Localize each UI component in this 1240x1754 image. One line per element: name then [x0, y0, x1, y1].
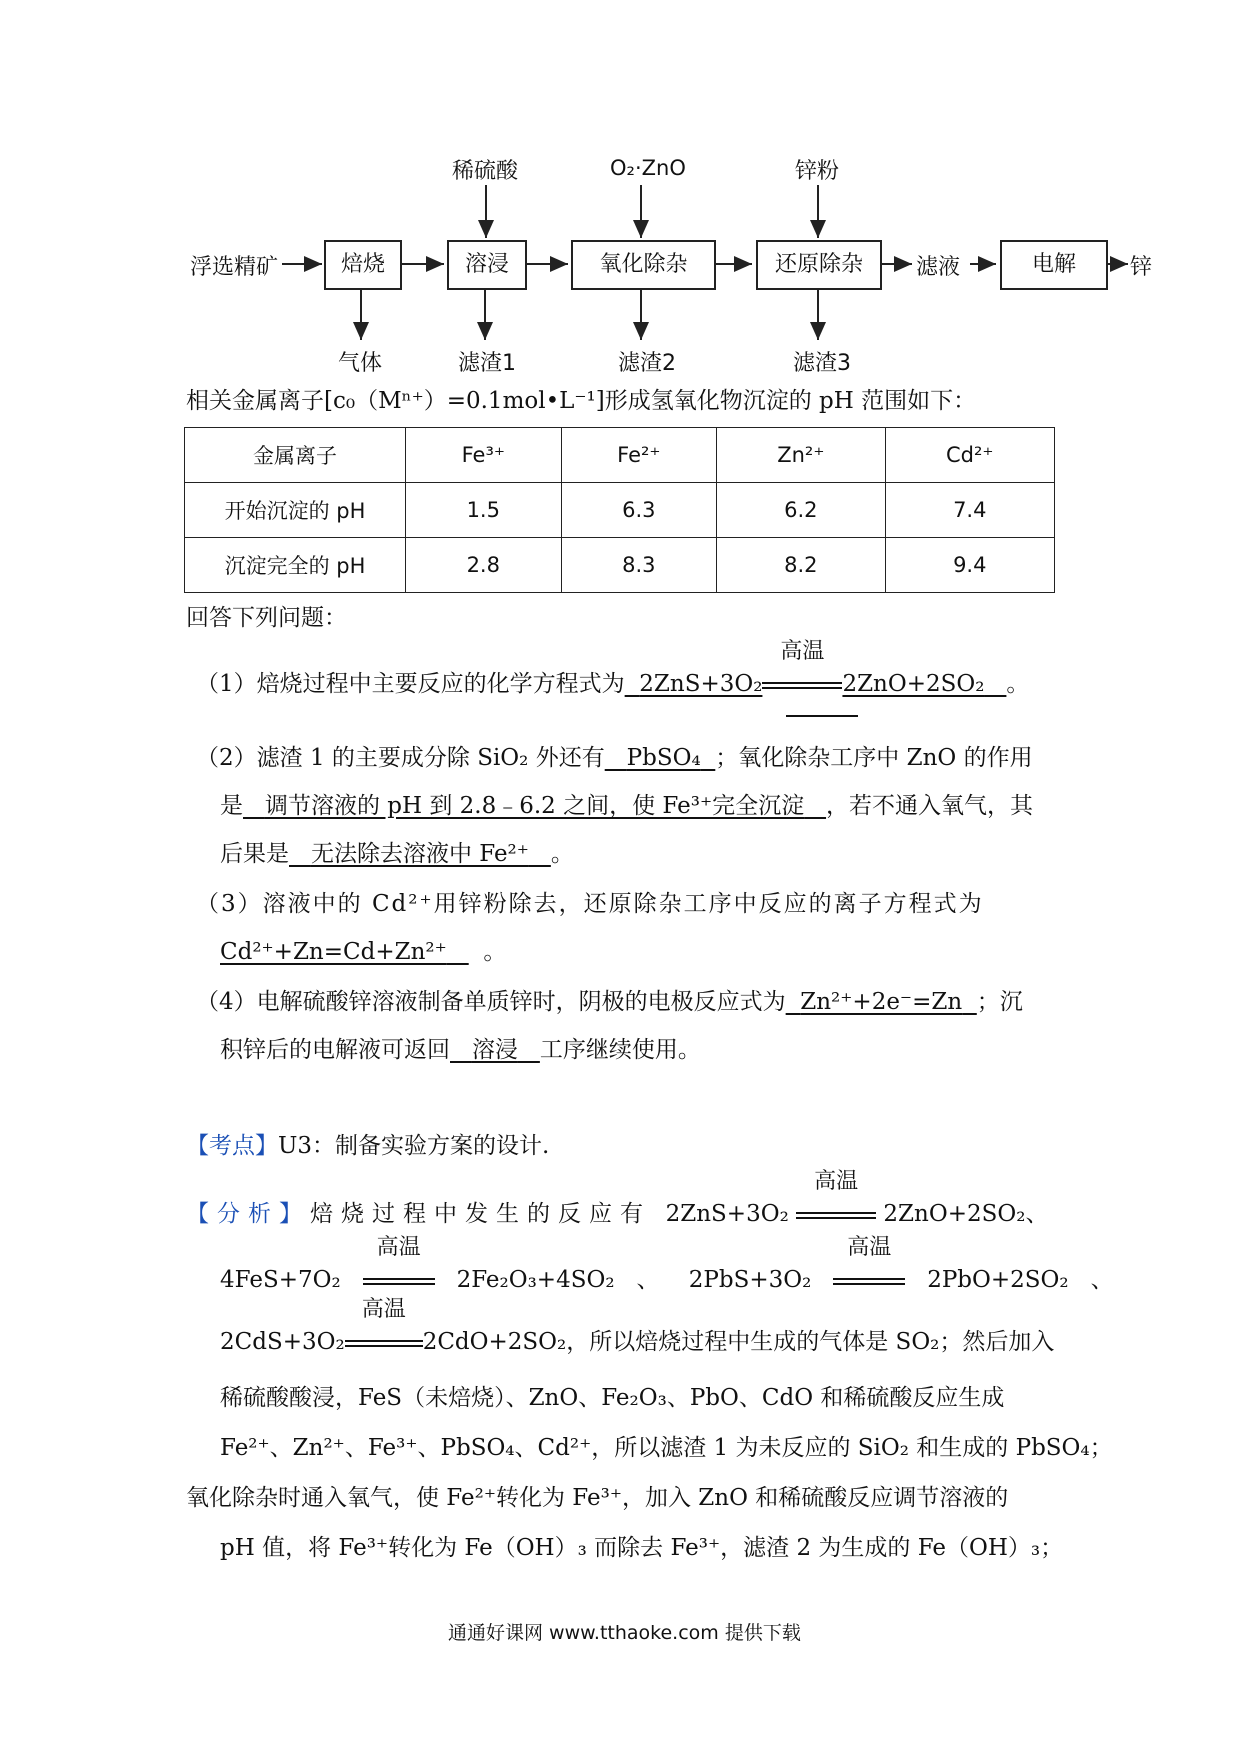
q1-condition-label: 高温 [780, 639, 825, 664]
flow-output-residue2: 滤渣2 [618, 351, 676, 376]
fenxi-sep: 、 [636, 1267, 660, 1293]
fenxi-tag: 【分析】 [186, 1201, 310, 1227]
flow-input-acid: 稀硫酸 [452, 159, 519, 184]
table-cell: 6.3 [561, 483, 717, 538]
q2-answer-3: 无法除去溶液中 Fe²⁺ [310, 841, 529, 867]
flow-output-residue3: 滤渣3 [793, 351, 851, 376]
q1-end: 。 [1006, 671, 1030, 697]
fenxi-sep2: 、 [1090, 1267, 1114, 1293]
fenxi-reaction3-right: 2PbO+2SO₂ [927, 1267, 1069, 1293]
fenxi-line3 [220, 1297, 1055, 1362]
table-row [185, 483, 1055, 538]
q2-text-f: 。 [550, 841, 574, 867]
q1-condition [762, 639, 842, 704]
question-2-line1 [196, 738, 1033, 778]
q1-reactants: 2ZnS+3O₂ [639, 671, 763, 697]
ph-table [184, 427, 1055, 593]
flow-step-reduction: 还原除杂 [756, 240, 882, 290]
fenxi-reaction4-right: 2CdO+2SO₂，所以焙烧过程中生成的气体是 SO₂；然后加入 [422, 1329, 1055, 1355]
flow-output-gas: 气体 [338, 351, 383, 376]
table-header-cell: Fe³⁺ [406, 428, 562, 483]
table-header-cell: Fe²⁺ [561, 428, 717, 483]
table-header-cell: Cd²⁺ [885, 428, 1054, 483]
flow-arrows [0, 0, 1240, 380]
fenxi-reaction3-left: 2PbS+3O₂ [688, 1267, 812, 1293]
table-row [185, 538, 1055, 593]
q3-end: 。 [483, 939, 507, 965]
table-cell: 7.4 [885, 483, 1054, 538]
question-2-line2 [220, 786, 1033, 826]
q1-text: （1）焙烧过程中主要反应的化学方程式为 [196, 671, 625, 697]
q1-products: 2ZnO+2SO₂ [842, 671, 985, 697]
q4-answer-1: Zn²⁺+2e⁻=Zn [800, 989, 963, 1015]
q4-text-d: 工序继续使用。 [539, 1037, 701, 1063]
fenxi-line7: pH 值，将 Fe³⁺转化为 Fe（OH）₃ 而除去 Fe³⁺，滤渣 2 为生成的 Fe（OH）₃； [220, 1535, 1064, 1561]
q1-answer [625, 639, 1007, 697]
kaodian-text: U3：制备实验方案的设计. [278, 1133, 550, 1159]
q2-text-d: ，若不通入氧气，其 [826, 793, 1034, 819]
q4-answer-2: 溶浸 [471, 1037, 518, 1063]
q2-answer-1: PbSO₄ [626, 745, 701, 771]
fenxi-text-1: 焙烧过程中发生的反应有 [310, 1201, 651, 1227]
fenxi-line1 [186, 1169, 1049, 1234]
flow-filtrate-label: 滤液 [916, 255, 961, 280]
kaodian-line [186, 1126, 549, 1166]
flow-input-zinc-powder: 锌粉 [795, 159, 840, 184]
table-header-cell: Zn²⁺ [717, 428, 885, 483]
fenxi-reaction4-cond: 高温 [345, 1322, 423, 1362]
table-cell: 8.3 [561, 538, 717, 593]
fenxi-reaction1-left: 2ZnS+3O₂ [665, 1201, 789, 1227]
flow-step-leach: 溶浸 [447, 240, 527, 290]
table-cell: 2.8 [406, 538, 562, 593]
q2-text-c: 是 [220, 793, 243, 819]
kaodian-tag: 【考点】 [186, 1133, 278, 1159]
flow-start-label: 浮选精矿 [190, 255, 279, 280]
table-header-row [185, 428, 1055, 483]
q2-answer-2: 调节溶液的 pH 到 2.8﹣6.2 之间，使 Fe³⁺完全沉淀 [264, 793, 805, 819]
fenxi-line6: 氧化除杂时通入氧气，使 Fe²⁺转化为 Fe³⁺，加入 ZnO 和稀硫酸反应调节溶液的 [186, 1485, 1009, 1511]
q4-text-c: 积锌后的电解液可返回 [220, 1037, 450, 1063]
q1-underline-extra [786, 715, 858, 717]
q2-text-b: ；氧化除杂工序中 ZnO 的作用 [715, 745, 1033, 771]
table-header-cell: 金属离子 [185, 428, 406, 483]
flow-step-electrolysis: 电解 [1000, 240, 1108, 290]
table-cell: 1.5 [406, 483, 562, 538]
flow-input-oxygen: O₂·ZnO [610, 156, 686, 180]
question-3-line1: （3）溶液中的 Cd²⁺用锌粉除去，还原除杂工序中反应的离子方程式为 [196, 891, 984, 917]
table-cell: 6.2 [717, 483, 885, 538]
table-intro: 相关金属离子[c₀（Mⁿ⁺）=0.1mol•L⁻¹]形成氢氧化物沉淀的 pH 范围如下： [186, 388, 977, 414]
fenxi-line4: 稀硫酸酸浸，FeS（未焙烧）、ZnO、Fe₂O₃、PbO、CdO 和稀硫酸反应生成 [220, 1385, 1005, 1411]
q4-text-b: ；沉 [976, 989, 1023, 1015]
question-3-line2 [220, 932, 506, 972]
fenxi-reaction1-right: 2ZnO+2SO₂、 [883, 1201, 1049, 1227]
flow-end-label: 锌 [1130, 255, 1153, 280]
page-footer: 通通好课网 www.tthaoke.com 提供下载 [448, 1622, 801, 1644]
fenxi-reaction1-cond: 高温 [796, 1194, 876, 1234]
fenxi-reaction2-left: 4FeS+7O₂ [220, 1267, 341, 1293]
fenxi-reaction2-cond: 高温 [363, 1260, 435, 1300]
answer-prompt: 回答下列问题： [186, 605, 347, 631]
question-4-line1 [196, 982, 1023, 1022]
fenxi-reaction2-right: 2Fe₂O₃+4SO₂ [456, 1267, 615, 1293]
q3-answer: Cd²⁺+Zn=Cd+Zn²⁺ [220, 939, 447, 965]
q2-text-a: （2）滤渣 1 的主要成分除 SiO₂ 外还有 [196, 745, 605, 771]
flow-output-residue1: 滤渣1 [458, 351, 516, 376]
flow-step-oxidation: 氧化除杂 [571, 240, 716, 290]
question-1 [196, 639, 1030, 704]
table-cell: 8.2 [717, 538, 885, 593]
table-cell: 9.4 [885, 538, 1054, 593]
fenxi-reaction3-cond: 高温 [833, 1260, 905, 1300]
fenxi-line5: Fe²⁺、Zn²⁺、Fe³⁺、PbSO₄、Cd²⁺，所以滤渣 1 为未反应的 SiO₂ 和生成的 PbSO₄； [220, 1435, 1113, 1461]
table-cell: 开始沉淀的 pH [185, 483, 406, 538]
question-2-line3 [220, 834, 574, 874]
flow-step-roast: 焙烧 [324, 240, 402, 290]
q2-text-e: 后果是 [220, 841, 289, 867]
table-cell: 沉淀完全的 pH [185, 538, 406, 593]
fenxi-reaction4-left: 2CdS+3O₂ [220, 1329, 345, 1355]
question-4-line2 [220, 1030, 701, 1070]
q4-text-a: （4）电解硫酸锌溶液制备单质锌时，阴极的电极反应式为 [196, 989, 786, 1015]
